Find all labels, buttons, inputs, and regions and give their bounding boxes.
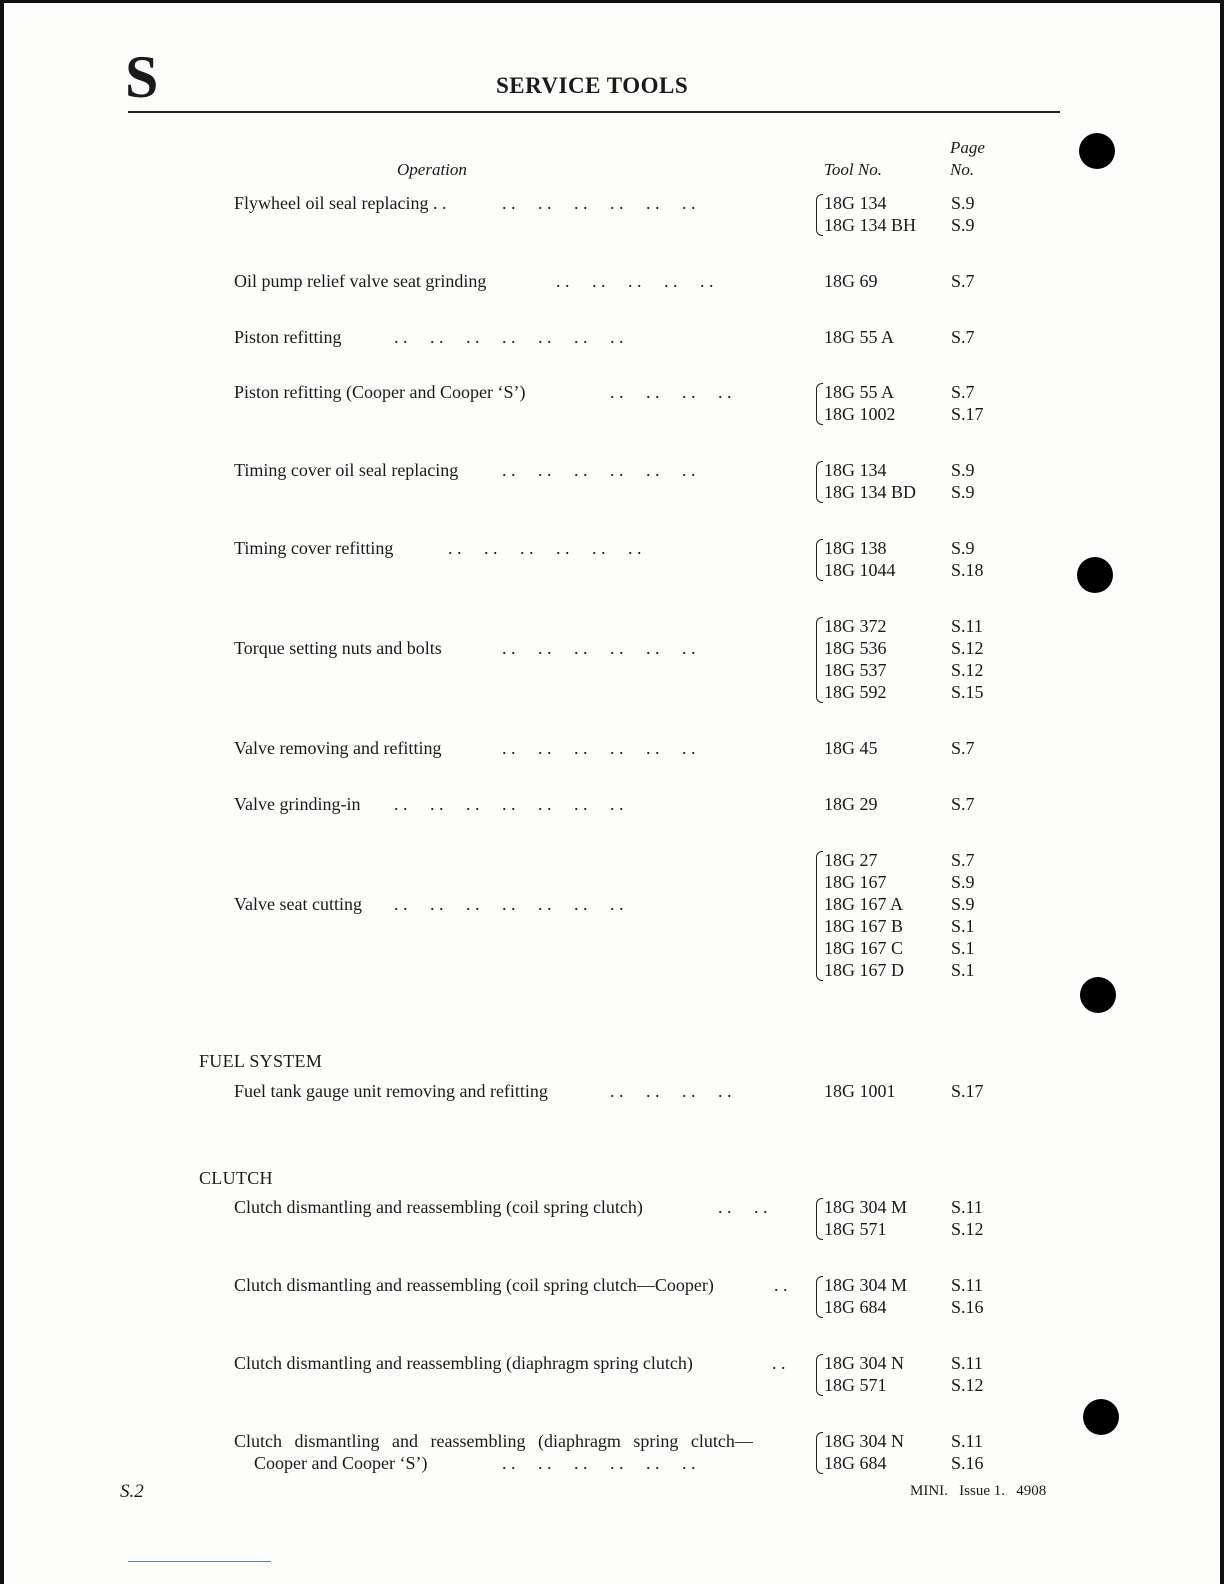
brace-icon <box>816 1354 823 1396</box>
page-number: S.9 <box>951 482 975 502</box>
page-number: S.1 <box>951 916 975 936</box>
leader-dots: . . . . . . . . <box>610 382 732 402</box>
tool-number: 18G 1044 <box>824 560 896 580</box>
page-number: S.1 <box>951 960 975 980</box>
tool-numbers <box>824 459 916 503</box>
tool-number: 18G 134 BD <box>824 482 917 502</box>
tool-numbers <box>824 270 878 292</box>
leader-dots: . . . . <box>718 1197 768 1217</box>
page-numbers <box>951 1352 984 1396</box>
operation-column-header: Operation <box>397 160 467 179</box>
tool-no-column-header: Tool No. <box>824 160 882 179</box>
brace-icon <box>816 1198 823 1240</box>
tool-number: 18G 69 <box>824 271 878 291</box>
tool-number: 18G 138 <box>824 538 887 558</box>
brace-icon <box>816 461 823 503</box>
tool-number: 18G 134 <box>824 193 887 213</box>
section-heading-clutch: CLUTCH <box>199 1168 273 1188</box>
leader-dots: . . <box>774 1275 788 1295</box>
leader-dots: . . . . . . . . . . . . <box>502 1453 696 1473</box>
page-numbers <box>951 1430 984 1474</box>
brace-icon <box>816 539 823 581</box>
tool-numbers <box>824 615 887 703</box>
tool-numbers <box>824 326 894 348</box>
page-number: S.17 <box>951 1081 984 1101</box>
title-rule <box>128 111 1060 113</box>
page-number: S.9 <box>951 872 975 892</box>
page-number: S.11 <box>951 1431 983 1451</box>
binder-hole-icon <box>1080 977 1116 1013</box>
page-number: S.15 <box>951 682 984 702</box>
tool-number: 18G 304 N <box>824 1353 904 1373</box>
page-number: S.7 <box>951 794 975 814</box>
section-letter: S <box>125 44 159 110</box>
page-number: S.12 <box>951 1375 984 1395</box>
tool-number: 18G 372 <box>824 616 887 636</box>
operation-text: Valve removing and refitting <box>234 738 442 758</box>
operation-text: Clutch dismantling and reassembling (coil spring clutch) <box>234 1197 643 1217</box>
leader-dots: . . . . . . . . . . . . . . <box>394 894 624 914</box>
operation-text: Timing cover refitting <box>234 538 394 558</box>
page-numbers <box>951 793 975 815</box>
page-numbers <box>951 615 984 703</box>
tool-number: 18G 55 A <box>824 327 895 347</box>
page-numbers <box>951 326 975 348</box>
tool-number: 18G 571 <box>824 1219 887 1239</box>
page-number: S.12 <box>951 660 984 680</box>
page-number: S.11 <box>951 1197 983 1217</box>
binder-hole-icon <box>1083 1399 1119 1435</box>
operation-text: Clutch dismantling and reassembling (diaphragm spring clutch) <box>234 1353 693 1373</box>
tool-numbers <box>824 1430 904 1474</box>
page-number: S.9 <box>951 215 975 235</box>
page-numbers <box>951 1274 984 1318</box>
tool-number: 18G 1001 <box>824 1081 896 1101</box>
operation-text: Torque setting nuts and bolts <box>234 638 442 658</box>
binder-hole-icon <box>1079 133 1115 169</box>
tool-number: 18G 167 B <box>824 916 904 936</box>
operation-text: Oil pump relief valve seat grinding <box>234 271 487 291</box>
brace-icon <box>816 1276 823 1318</box>
operation-text: Timing cover oil seal replacing <box>234 460 459 480</box>
page-number: S.9 <box>951 894 975 914</box>
tool-numbers <box>824 192 916 236</box>
page-number: S.9 <box>951 193 975 213</box>
page-number: S.1 <box>951 938 975 958</box>
section-heading-fuel-system: FUEL SYSTEM <box>199 1051 323 1071</box>
page-number: S.9 <box>951 460 975 480</box>
page-numbers <box>951 737 975 759</box>
tool-numbers <box>824 849 904 981</box>
tool-number: 18G 29 <box>824 794 878 814</box>
page-number: S.9 <box>951 538 975 558</box>
operation-text: Piston refitting <box>234 327 342 347</box>
tool-number: 18G 684 <box>824 1297 887 1317</box>
tool-numbers <box>824 737 878 759</box>
page-numbers <box>951 1080 984 1102</box>
footer-issue: MINI. Issue 1. 4908 <box>910 1483 1047 1499</box>
tool-numbers <box>824 537 896 581</box>
operation-text: Clutch dismantling and reassembling (diaphragm spring clutch— <box>234 1431 753 1451</box>
tool-number: 18G 536 <box>824 638 887 658</box>
page-number: S.12 <box>951 1219 984 1239</box>
page-no-column-header: No. <box>950 160 975 179</box>
tool-number: 18G 304 N <box>824 1431 904 1451</box>
page-number: S.7 <box>951 382 975 402</box>
leader-dots: . . . . . . . . . . . . <box>502 193 696 213</box>
tool-number: 18G 134 <box>824 460 887 480</box>
page-number: S.7 <box>951 738 975 758</box>
page-number: S.12 <box>951 638 984 658</box>
page-title: SERVICE TOOLS <box>496 73 689 98</box>
binder-hole-icon <box>1077 557 1113 593</box>
tool-number: 18G 571 <box>824 1375 887 1395</box>
tool-number: 18G 27 <box>824 850 878 870</box>
page-column-header: Page <box>950 138 985 157</box>
tool-number: 18G 167 A <box>824 894 904 914</box>
tool-numbers <box>824 1196 907 1240</box>
page-numbers <box>951 192 975 236</box>
operation-text: Valve seat cutting <box>234 894 362 914</box>
leader-dots: . . . . . . . . . . . . <box>502 738 696 758</box>
page-number: S.18 <box>951 560 984 580</box>
tool-number: 18G 684 <box>824 1453 887 1473</box>
page-numbers <box>951 270 975 292</box>
leader-dots: . . . . . . . . . . . . <box>448 538 642 558</box>
tool-numbers <box>824 1352 904 1396</box>
tool-number: 18G 45 <box>824 738 878 758</box>
tool-numbers <box>824 1080 896 1102</box>
brace-icon <box>816 617 823 703</box>
tool-number: 18G 55 A <box>824 382 895 402</box>
leader-dots: . . . . . . . . . . . . <box>502 460 696 480</box>
brace-icon <box>816 851 823 981</box>
page-numbers <box>951 537 984 581</box>
operation-text: Piston refitting (Cooper and Cooper ‘S’) <box>234 382 526 402</box>
tool-number: 18G 592 <box>824 682 887 702</box>
tool-numbers <box>824 1274 907 1318</box>
page-numbers <box>951 459 975 503</box>
tool-number: 18G 537 <box>824 660 887 680</box>
footer-page-ref: S.2 <box>120 1481 144 1502</box>
page-number: S.17 <box>951 404 984 424</box>
brace-icon <box>816 383 823 425</box>
tool-number: 18G 167 <box>824 872 887 892</box>
tool-number: 18G 304 M <box>824 1275 908 1295</box>
operation-text: Clutch dismantling and reassembling (coil spring clutch—Cooper) <box>234 1275 714 1295</box>
page-number: S.7 <box>951 850 975 870</box>
page-numbers <box>951 849 975 981</box>
leader-dots: . . . . . . . . . . . . . . <box>394 327 624 347</box>
operation-text: Flywheel oil seal replacing . . <box>234 193 447 213</box>
bottom-rule <box>128 1561 271 1562</box>
tool-number: 18G 134 BH <box>824 215 917 235</box>
page-number: S.7 <box>951 271 975 291</box>
tool-numbers <box>824 381 896 425</box>
operation-text: Fuel tank gauge unit removing and refitting <box>234 1081 548 1101</box>
page-numbers <box>951 381 984 425</box>
tool-numbers <box>824 793 878 815</box>
page-number: S.16 <box>951 1453 984 1473</box>
page-number: S.7 <box>951 327 975 347</box>
page-number: S.11 <box>951 1353 983 1373</box>
leader-dots: . . . . . . . . . . . . <box>502 638 696 658</box>
tool-number: 18G 167 C <box>824 938 904 958</box>
page-number: S.11 <box>951 1275 983 1295</box>
page-number: S.11 <box>951 616 983 636</box>
operation-text-continued: Cooper and Cooper ‘S’) <box>254 1453 428 1473</box>
operation-text: Valve grinding-in <box>234 794 361 814</box>
page-numbers <box>951 1196 984 1240</box>
leader-dots: . . . . . . . . . . <box>556 271 714 291</box>
leader-dots: . . . . . . . . . . . . . . <box>394 794 624 814</box>
tool-number: 18G 167 D <box>824 960 904 980</box>
tool-number: 18G 1002 <box>824 404 896 424</box>
brace-icon <box>816 194 823 236</box>
tool-number: 18G 304 M <box>824 1197 908 1217</box>
page-number: S.16 <box>951 1297 984 1317</box>
leader-dots: . . . . . . . . <box>610 1081 732 1101</box>
brace-icon <box>816 1432 823 1474</box>
leader-dots: . . <box>772 1353 786 1373</box>
